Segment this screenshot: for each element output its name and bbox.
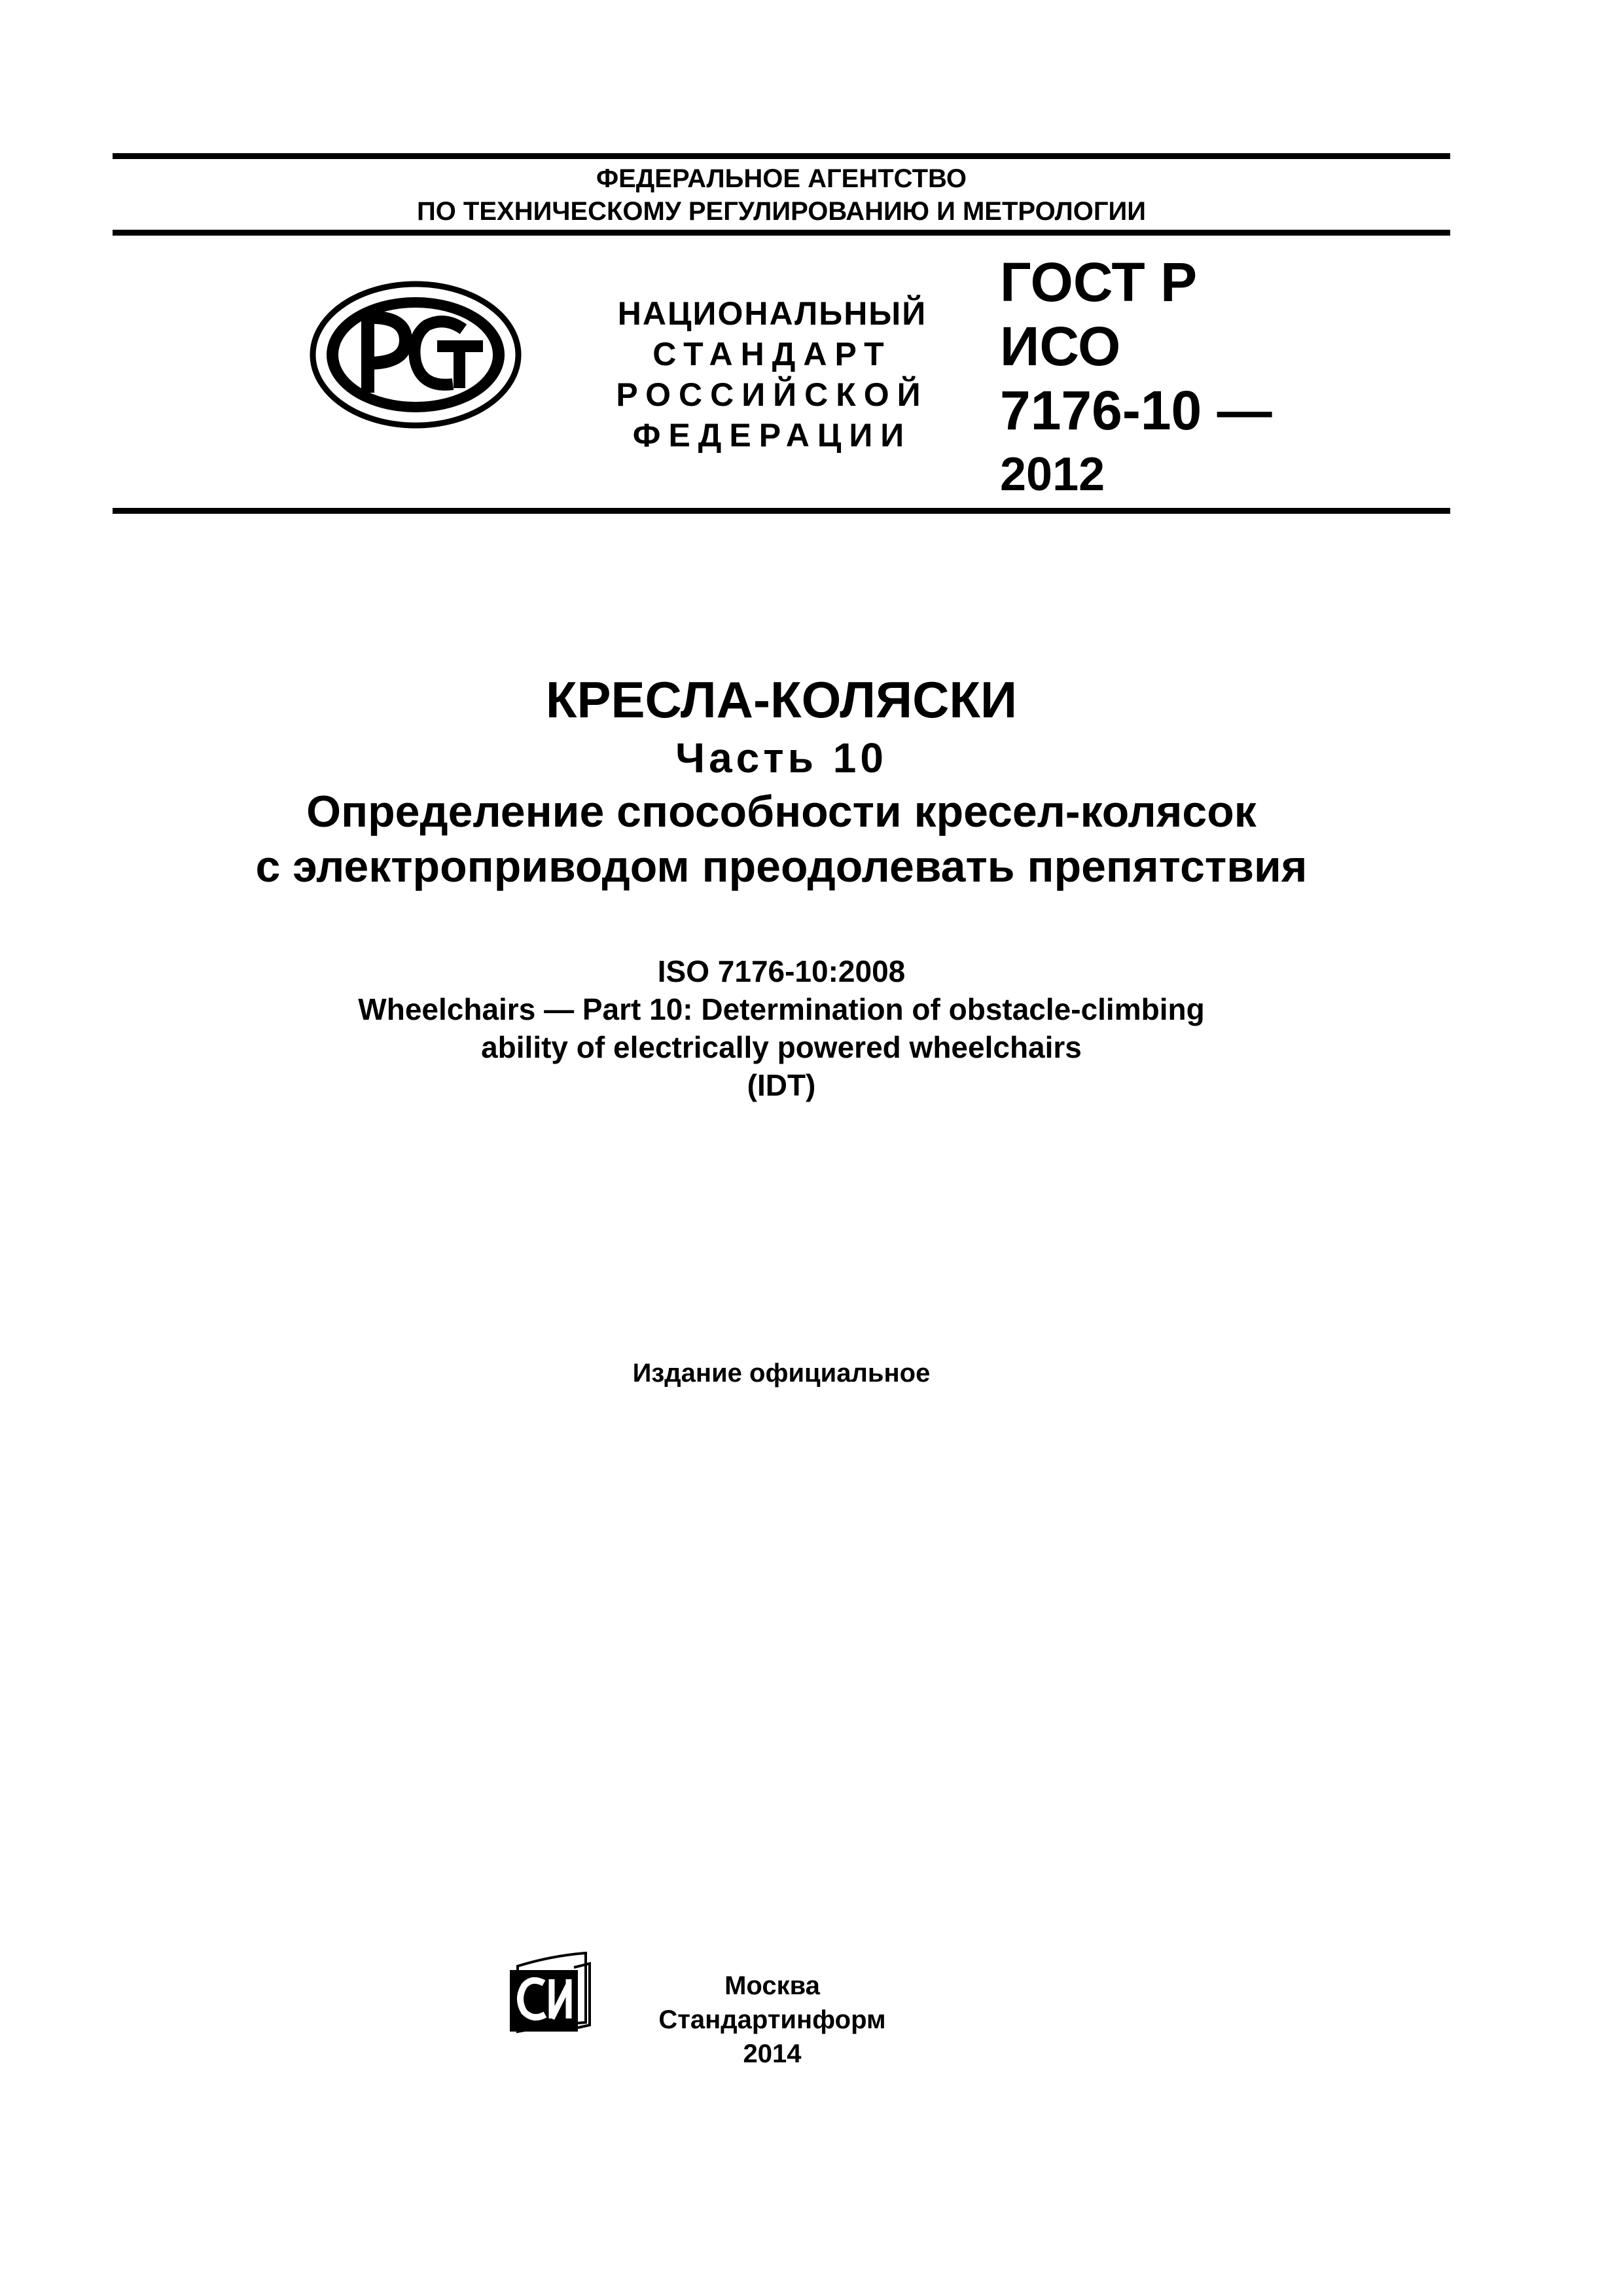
agency-line-1: ФЕДЕРАЛЬНОЕ АГЕНТСТВО [596, 164, 967, 193]
publisher-block [589, 1969, 955, 2071]
middle-rule [113, 230, 1450, 236]
title-part: Часть 10 [675, 734, 887, 781]
agency-block [113, 162, 1450, 228]
national-line-2: СТАНДАРТ [652, 336, 892, 372]
iso-reference [113, 952, 1450, 1104]
title-main: КРЕСЛА-КОЛЯСКИ [545, 671, 1018, 728]
edition-label: Издание официальное [632, 1359, 931, 1388]
iso-line-3: ability of electrically powered wheelchairs [481, 1030, 1082, 1064]
national-line-1: НАЦИОНАЛЬНЫЙ [617, 295, 927, 332]
publisher-year: 2014 [743, 2039, 802, 2068]
designation-year: 2012 [1000, 448, 1105, 501]
title-subtitle-line-1: Определение способности кресел-колясок [306, 787, 1257, 836]
national-line-3: РОССИЙСКОЙ [616, 376, 929, 413]
standartinform-logo-icon [506, 1952, 594, 2036]
rst-certification-mark-icon [308, 278, 524, 432]
agency-line-2: ПО ТЕХНИЧЕСКОМУ РЕГУЛИРОВАНИЮ И МЕТРОЛОГИИ [416, 197, 1147, 226]
national-line-4: ФЕДЕРАЦИИ [632, 417, 912, 454]
designation-line-2: ИСО [1000, 315, 1121, 377]
national-standard-block [589, 293, 955, 456]
publisher-name: Стандартинформ [658, 2005, 886, 2034]
iso-line-1: ISO 7176-10:2008 [657, 954, 906, 988]
document-title [113, 668, 1450, 894]
iso-line-2: Wheelchairs — Part 10: Determination of obstacle-climbing [358, 992, 1205, 1026]
top-rule [113, 153, 1450, 159]
designation-line-3: 7176-10 — [1000, 380, 1272, 441]
iso-line-4: (IDT) [747, 1068, 816, 1102]
title-subtitle-line-2: с электроприводом преодолевать препятствия [255, 842, 1308, 891]
publisher-city: Москва [724, 1971, 820, 2000]
bottom-rule [113, 508, 1450, 514]
standard-designation [1000, 250, 1272, 507]
designation-line-1: ГОСТ Р [1000, 251, 1198, 313]
